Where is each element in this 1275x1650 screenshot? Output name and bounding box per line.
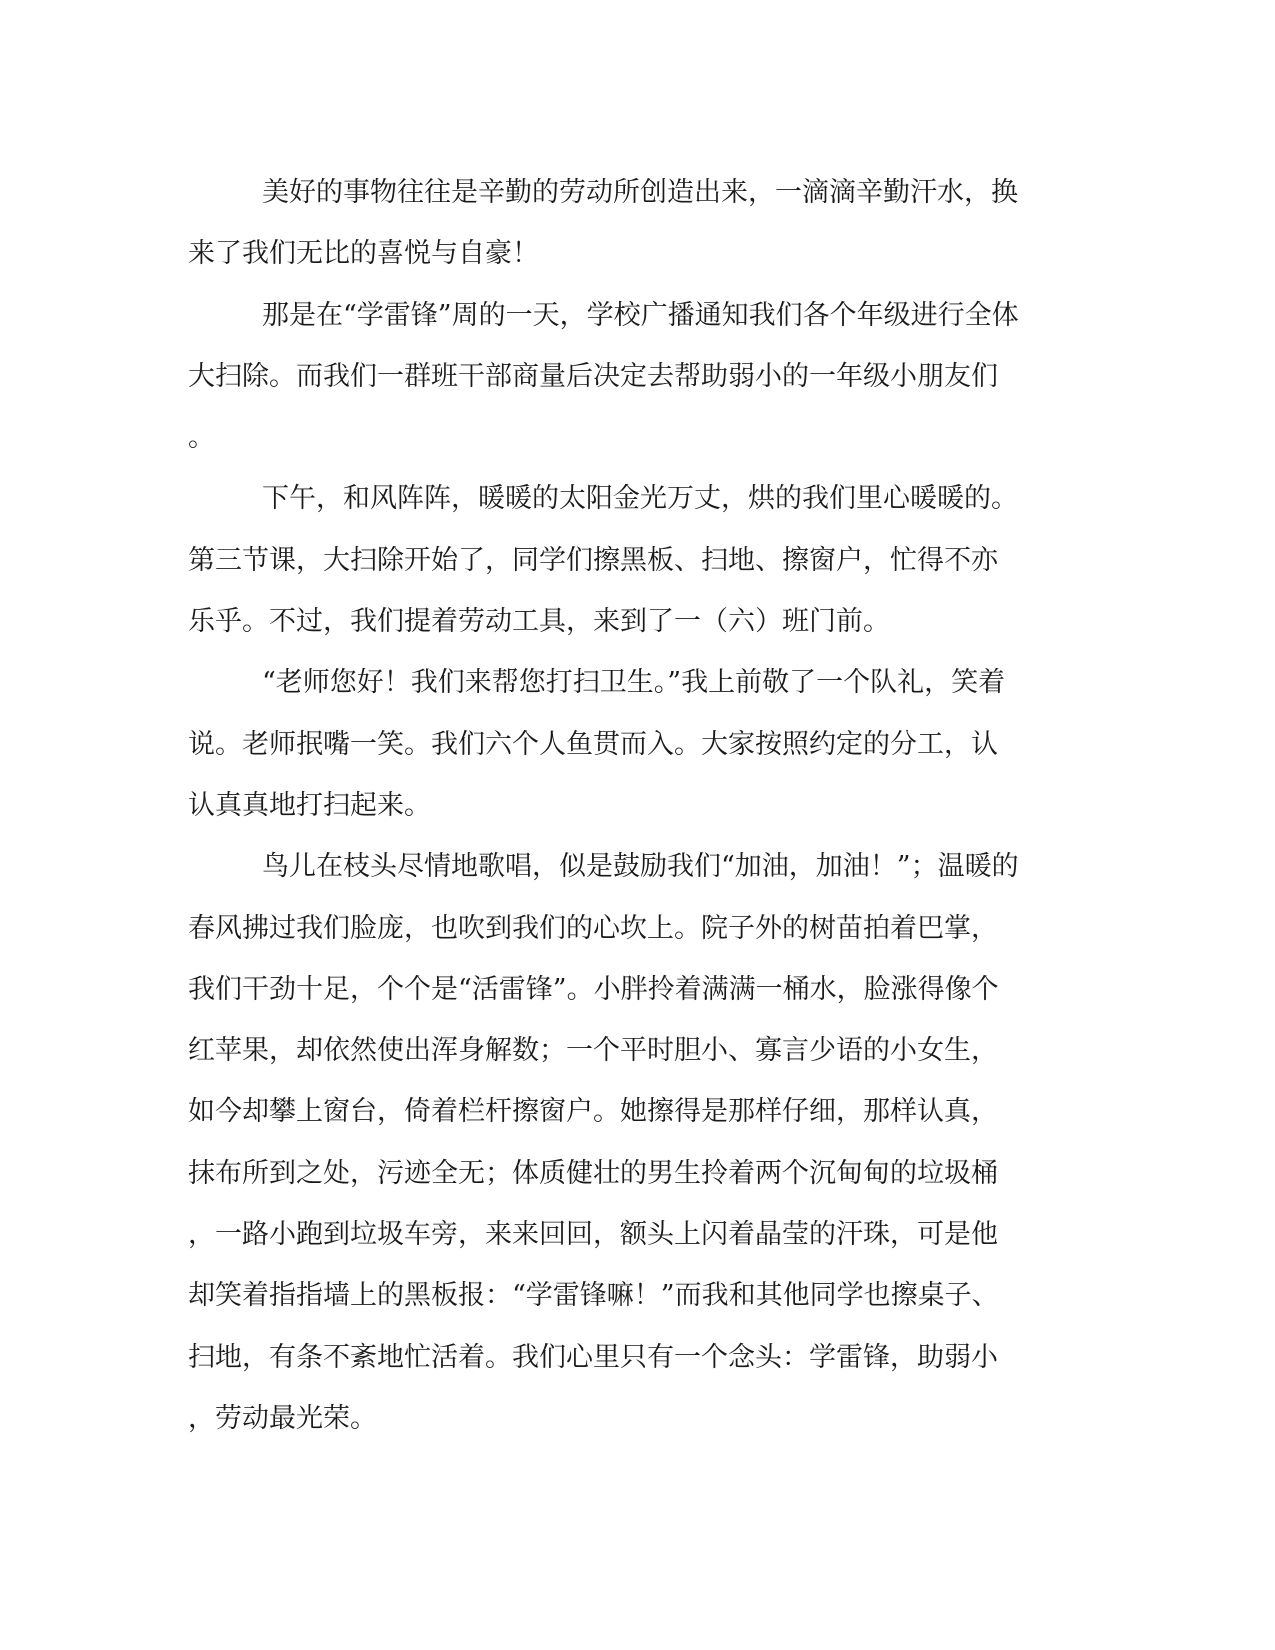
text-line: 抹布所到之处，污迹全无；体质健壮的男生拎着两个沉甸甸的垃圾桶 xyxy=(188,1157,998,1189)
text-line: 。 xyxy=(188,422,215,454)
text-line: 下午，和风阵阵，暖暖的太阳金光万丈，烘的我们里心暖暖的。 xyxy=(262,483,1018,515)
text-line: 说。老师抿嘴一笑。我们六个人鱼贯而入。大家按照约定的分工，认 xyxy=(188,728,998,760)
text-line: “老师您好！我们来帮您打扫卫生。”我上前敬了一个队礼，笑着 xyxy=(262,667,1006,699)
text-line: 美好的事物往往是辛勤的劳动所创造出来，一滴滴辛勤汗水，换 xyxy=(262,177,1018,208)
text-line: 乐乎。不过，我们提着劳动工具，来到了一（六）班门前。 xyxy=(188,606,890,638)
text-line: 春风拂过我们脸庞，也吹到我们的心坎上。院子外的树苗拍着巴掌， xyxy=(188,912,998,944)
text-line: 红苹果，却依然使出浑身解数；一个平时胆小、寡言少语的小女生， xyxy=(188,1035,998,1067)
text-line: 认真真地打扫起来。 xyxy=(188,789,431,821)
text-line: 那是在“学雷锋”周的一天，学校广播通知我们各个年级进行全体 xyxy=(262,299,1019,331)
text-line: 却笑着指指墙上的黑板报：“学雷锋嘛！”而我和其他同学也擦桌子、 xyxy=(188,1280,999,1312)
text-line: 来了我们无比的喜悦与自豪！ xyxy=(188,238,539,270)
text-line: ，一路小跑到垃圾车旁，来来回回，额头上闪着晶莹的汗珠，可是他 xyxy=(188,1219,998,1251)
text-line: 大扫除。而我们一群班干部商量后决定去帮助弱小的一年级小朋友们 xyxy=(188,360,998,392)
text-line: 我们干劲十足，个个是“活雷锋”。小胖拎着满满一桶水，脸涨得像个 xyxy=(188,973,999,1005)
text-line: 扫地，有条不紊地忙活着。我们心里只有一个念头：学雷锋，助弱小 xyxy=(188,1341,998,1373)
text-line: 如今却攀上窗台，倚着栏杆擦窗户。她擦得是那样仔细，那样认真， xyxy=(188,1096,998,1128)
text-line: 鸟儿在枝头尽情地歌唱，似是鼓励我们“加油，加油！”；温暖的 xyxy=(262,851,1019,883)
document-body xyxy=(188,162,1073,1449)
text-line: ，劳动最光荣。 xyxy=(188,1402,377,1434)
text-line: 第三节课，大扫除开始了，同学们擦黑板、扫地、擦窗户，忙得不亦 xyxy=(188,544,998,576)
